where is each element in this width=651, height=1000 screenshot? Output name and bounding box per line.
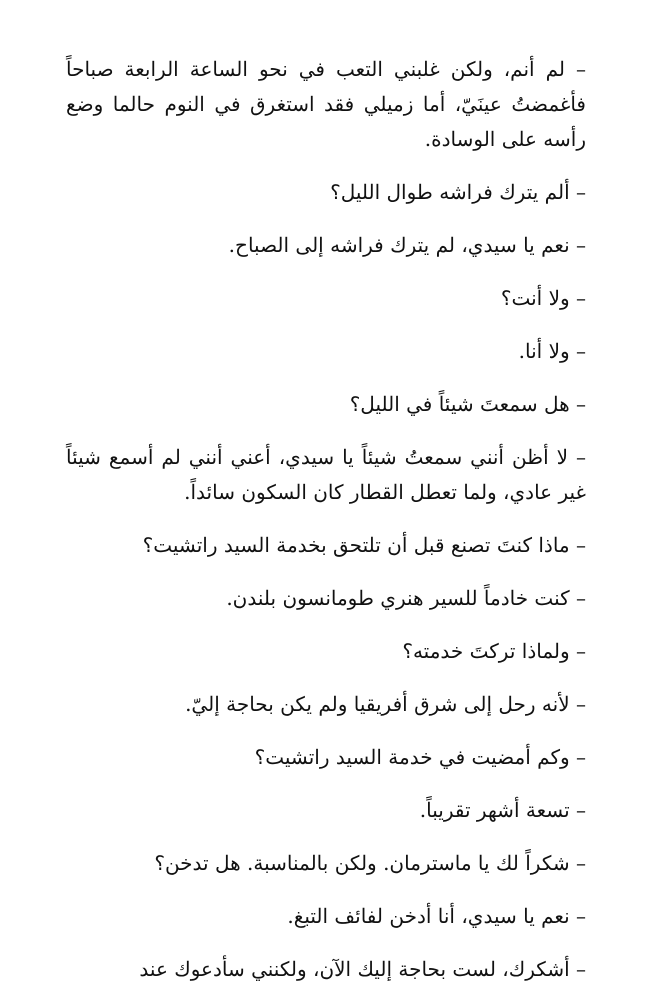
paragraph-2: – ألم يترك فراشه طوال الليل؟	[330, 180, 586, 204]
paragraph-1: – لم أنم، ولكن غلبني التعب في نحو الساعة الرابعة صباحاً فأغمضتُ عينَيّ، أما زميلي فقد استغرق في النوم حالما وضع رأسه على الوسادة.	[66, 57, 586, 151]
paragraph-5: – ولا أنا.	[518, 339, 586, 363]
paragraph-10: – ولماذا تركتَ خدمته؟	[402, 639, 586, 663]
paragraph-15: – نعم يا سيدي، أنا أدخن لفائف التبغ.	[287, 904, 586, 928]
paragraph-4: – ولا أنت؟	[500, 286, 586, 310]
paragraph-14: – شكراً لك يا ماسترمان. ولكن بالمناسبة. هل تدخن؟	[154, 851, 586, 875]
book-page	[66, 52, 586, 992]
paragraph-8: – ماذا كنتَ تصنع قبل أن تلتحق بخدمة السيد راتشيت؟	[142, 533, 586, 557]
paragraph-6: – هل سمعتَ شيئاً في الليل؟	[349, 392, 586, 416]
paragraph-11: – لأنه رحل إلى شرق أفريقيا ولم يكن بحاجة إليّ.	[185, 692, 586, 716]
paragraph-3: – نعم يا سيدي، لم يترك فراشه إلى الصباح.	[228, 233, 586, 257]
paragraph-16: – أشكرك، لست بحاجة إليك الآن، ولكنني سأدعوك عند	[139, 957, 586, 981]
paragraph-12: – وكم أمضيت في خدمة السيد راتشيت؟	[254, 745, 586, 769]
paragraph-7: – لا أظن أنني سمعتُ شيئاً يا سيدي، أعني أنني لم أسمع شيئاً غير عادي، ولما تعطل القطار كان السكون سائداً.	[66, 445, 586, 504]
paragraph-9: – كنت خادماً للسير هنري طومانسون بلندن.	[226, 586, 586, 610]
paragraph-13: – تسعة أشهر تقريباً.	[419, 798, 586, 822]
